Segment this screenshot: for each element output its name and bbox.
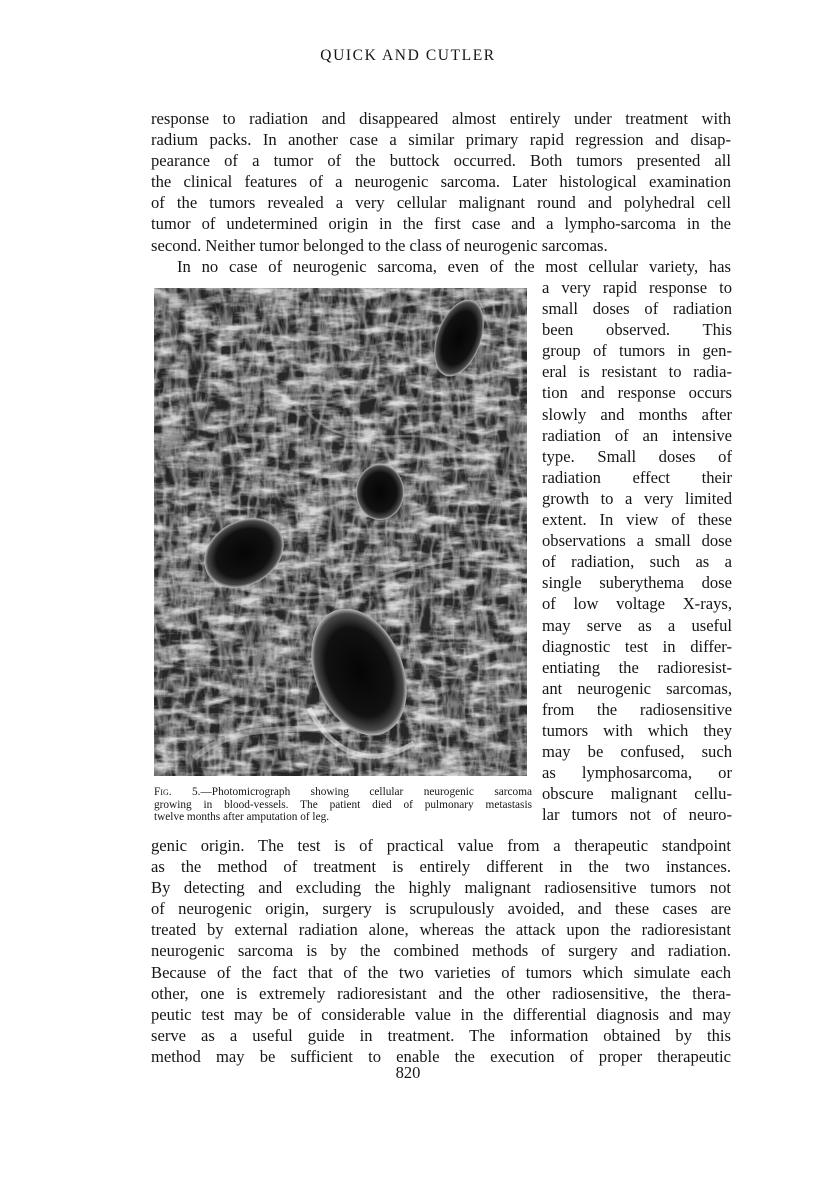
- text-line: method may be sufficient to enable the execution of proper therapeutic: [151, 1046, 731, 1066]
- text-line: small doses of radiation: [542, 299, 732, 319]
- text-line: group of tumors in gen-: [542, 341, 732, 361]
- text-line: from the radiosensitive: [542, 699, 732, 719]
- running-header: QUICK AND CUTLER: [320, 47, 496, 64]
- text-line: the clinical features of a neurogenic sarcoma. Later histological examination: [151, 172, 731, 192]
- text-line: tumor of undetermined origin in the first case and a lympho-sarcoma in the: [151, 214, 731, 234]
- text-line: By detecting and excluding the highly malignant radiosensitive tumors not: [151, 878, 731, 898]
- text-line: tion and response occurs: [542, 383, 732, 403]
- figure-label: Fig. 5.: [154, 786, 201, 798]
- paragraph-2-opening: [151, 256, 731, 277]
- text-line: of low voltage X-rays,: [542, 594, 732, 614]
- paragraph-2-continued: [151, 835, 731, 1067]
- text-line: response to radiation and disappeared almost entirely under treatment with: [151, 109, 731, 128]
- text-line: diagnostic test in differ-: [542, 636, 732, 656]
- text-line: radiation of an intensive: [542, 425, 732, 445]
- text-line: a very rapid response to: [542, 278, 732, 297]
- caption-text: —Photomicrograph showing cellular neurogenic sarcoma: [200, 786, 532, 798]
- text-line: In no case of neurogenic sarcoma, even of the most cellular variety, has: [177, 257, 731, 276]
- caption-line: twelve months after amputation of leg.: [154, 811, 330, 824]
- text-line: as lymphosarcoma, or: [542, 763, 732, 783]
- text-line: single suberythema dose: [542, 573, 732, 593]
- text-line: serve as a useful guide in treatment. The information obtained by this: [151, 1025, 731, 1045]
- text-line: other, one is extremely radioresistant and the other radiosensitive, the thera-: [151, 983, 731, 1003]
- text-line: lar tumors not of neuro-: [542, 805, 732, 825]
- text-line: of neurogenic origin, surgery is scrupulously avoided, and these cases are: [151, 899, 731, 919]
- text-line: entiating the radioresist-: [542, 657, 732, 677]
- text-line: type. Small doses of: [542, 446, 732, 466]
- text-line: neurogenic sarcoma is by the combined methods of surgery and radiation.: [151, 941, 731, 961]
- paragraph-1: [151, 108, 731, 256]
- text-line: as the method of treatment is entirely different in the two instances.: [151, 857, 731, 877]
- text-line: radium packs. In another case a similar primary rapid regression and disap-: [151, 130, 731, 150]
- text-line: genic origin. The test is of practical value from a therapeutic standpoint: [151, 836, 731, 855]
- text-line: may be confused, such: [542, 742, 732, 762]
- text-line: observations a small dose: [542, 531, 732, 551]
- text-line: treated by external radiation alone, whereas the attack upon the radioresistant: [151, 920, 731, 940]
- text-line: radiation effect their: [542, 467, 732, 487]
- text-line: ant neurogenic sarcomas,: [542, 678, 732, 698]
- text-line: second. Neither tumor belonged to the class of neurogenic sarcomas.: [151, 235, 608, 255]
- text-line: growth to a very limited: [542, 488, 732, 508]
- photomicrograph-figure: [154, 288, 527, 776]
- text-line: tumors with which they: [542, 720, 732, 740]
- text-line: eral is resistant to radia-: [542, 362, 732, 382]
- text-line: obscure malignant cellu-: [542, 784, 732, 804]
- text-line: peutic test may be of considerable value in the differential diagnosis and may: [151, 1004, 731, 1024]
- figure-caption: [154, 786, 532, 824]
- text-line: slowly and months after: [542, 404, 732, 424]
- text-line: of radiation, such as a: [542, 552, 732, 572]
- wrapped-text-column: [542, 277, 732, 825]
- text-line: pearance of a tumor of the buttock occurred. Both tumors presented all: [151, 151, 731, 171]
- text-line: extent. In view of these: [542, 510, 732, 530]
- caption-line: growing in blood-vessels. The patient died of pulmonary metastasis: [154, 798, 532, 811]
- page-number: 820: [395, 1063, 421, 1082]
- text-line: Because of the fact that of the two varieties of tumors which simulate each: [151, 962, 731, 982]
- caption-line: [154, 786, 532, 799]
- text-line: been observed. This: [542, 320, 732, 340]
- text-line: of the tumors revealed a very cellular malignant round and polyhedral cell: [151, 193, 731, 213]
- text-line: may serve as a useful: [542, 615, 732, 635]
